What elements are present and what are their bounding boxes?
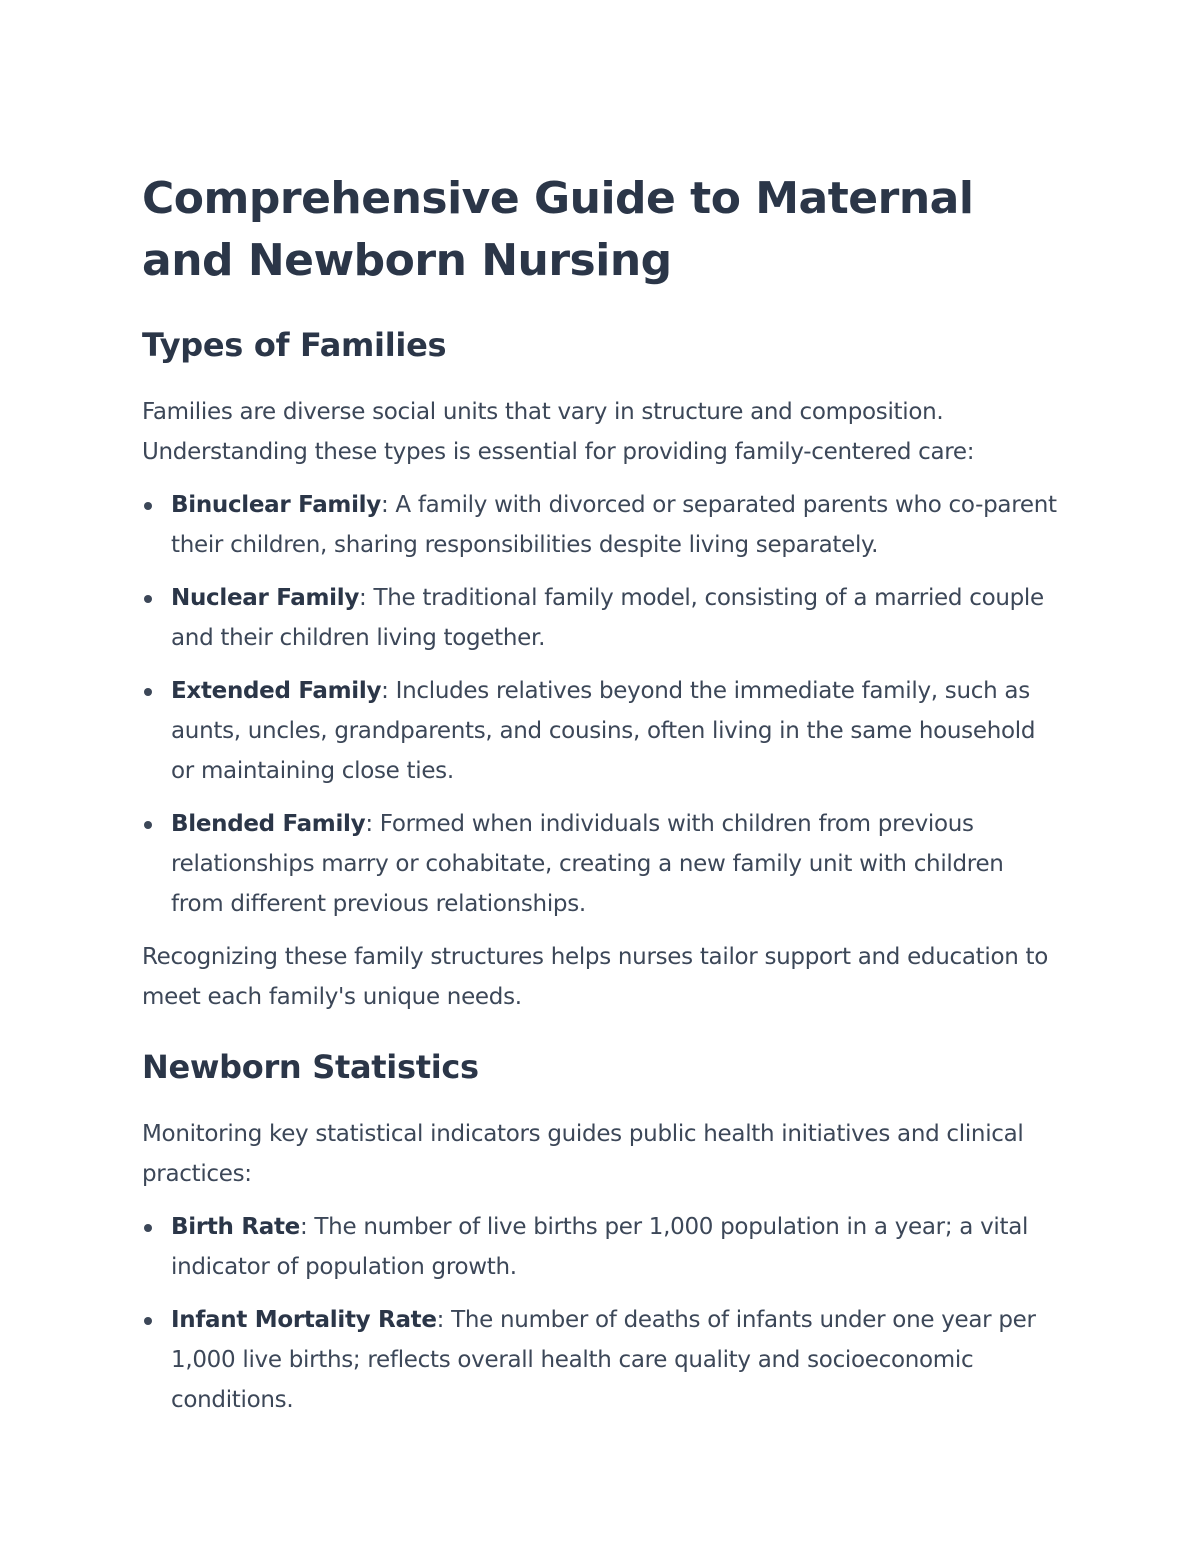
list-item-definition: : The traditional family model, consisting of a married couple and their children living together. (171, 585, 1044, 651)
list-item-definition: : A family with divorced or separated parents who co-parent their children, sharing responsibilities despite living separately. (171, 492, 1057, 558)
document-page (142, 168, 1062, 1420)
bullet-icon (144, 1317, 152, 1325)
list-item-term: Birth Rate (171, 1214, 300, 1240)
statistics-list (142, 1207, 1062, 1420)
section-intro-paragraph: Monitoring key statistical indicators guides public health initiatives and clinical practices: (142, 1121, 1024, 1187)
list-item-term: Nuclear Family (171, 585, 360, 611)
bullet-icon (144, 502, 152, 510)
list-item-term: Blended Family (171, 811, 366, 837)
section-heading-types-of-families: Types of Families (142, 326, 447, 364)
section-intro-paragraph: Families are diverse social units that vary in structure and composition. Understanding these types is essential for providing family-centered care: (142, 399, 975, 465)
list-item-term: Extended Family (171, 678, 382, 704)
list-item-term: Binuclear Family (171, 492, 381, 518)
bullet-icon (144, 688, 152, 696)
list-item (142, 804, 1062, 924)
bullet-icon (144, 595, 152, 603)
section-closing-paragraph: Recognizing these family structures helps nurses tailor support and education to meet each family's unique needs. (142, 944, 1048, 1010)
bullet-icon (144, 821, 152, 829)
bullet-icon (144, 1224, 152, 1232)
list-item (142, 1300, 1062, 1420)
list-item-term: Infant Mortality Rate (171, 1307, 437, 1333)
list-item-definition: : Includes relatives beyond the immediate family, such as aunts, uncles, grandparents, and cousins, often living in the same household or maintaining close ties. (171, 678, 1036, 784)
list-item-definition: : The number of deaths of infants under one year per 1,000 live births; reflects overall health care quality and socioeconomic conditions. (171, 1307, 1036, 1413)
list-item-definition: : Formed when individuals with children from previous relationships marry or cohabitate, creating a new family unit with children from different previous relationships. (171, 811, 1004, 917)
family-types-list (142, 485, 1062, 924)
list-item-definition: : The number of live births per 1,000 population in a year; a vital indicator of population growth. (171, 1214, 1029, 1280)
list-item (142, 578, 1062, 658)
list-item (142, 671, 1062, 791)
list-item (142, 485, 1062, 565)
list-item (142, 1207, 1062, 1287)
page-title: Comprehensive Guide to Maternal and Newborn Nursing (142, 173, 974, 286)
section-heading-newborn-statistics: Newborn Statistics (142, 1048, 479, 1086)
